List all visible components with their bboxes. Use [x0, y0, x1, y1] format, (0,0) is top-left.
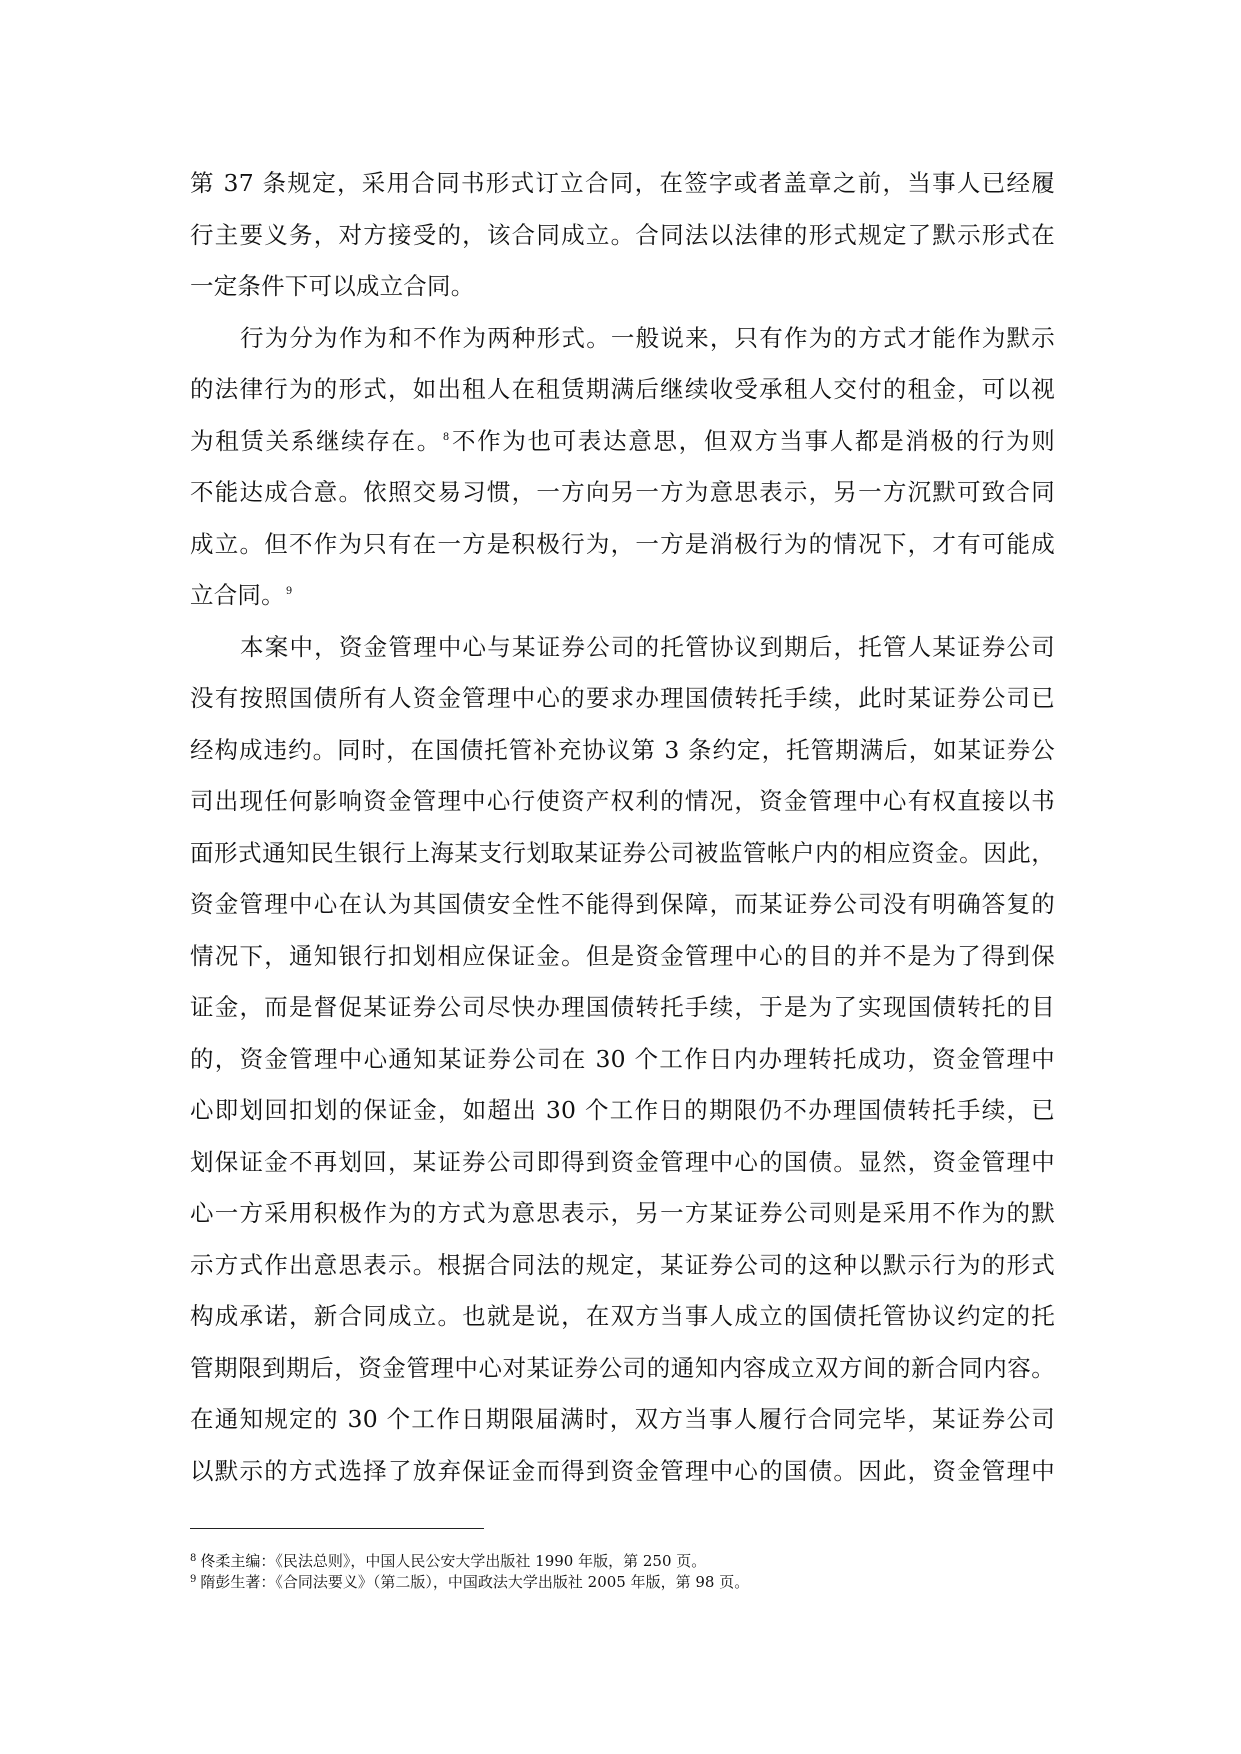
text-line: 情况下，通知银行扣划相应保证金。但是资金管理中心的目的并不是为了得到保: [190, 941, 1055, 970]
footnote-separator: [190, 1528, 484, 1529]
footnote-mark: 8: [190, 1553, 197, 1564]
text-line: 司出现任何影响资金管理中心行使资产权利的情况，资金管理中心有权直接以书: [190, 787, 1055, 815]
footnote-reference[interactable]: 8: [442, 431, 450, 443]
text-line: 的，资金管理中心通知某证券公司在 30 个工作日内办理转托成功，资金管理中: [190, 1044, 1055, 1073]
footnote: [190, 1572, 1090, 1593]
text-line: 示方式作出意思表示。根据合同法的规定，某证券公司的这种以默示行为的形式: [190, 1250, 1055, 1279]
text-segment: 为租赁关系继续存在。: [190, 426, 442, 455]
text-line: 心一方采用积极作为的方式为意思表示，另一方某证券公司则是采用不作为的默: [190, 1199, 1055, 1227]
footnote-text: 佟柔主编：《民法总则》，中国人民公安大学出版社 1990 年版，第 250 页。: [200, 1552, 707, 1570]
text-line: 构成承诺，新合同成立。也就是说，在双方当事人成立的国债托管协议约定的托: [190, 1302, 1055, 1330]
footnotes: [190, 1551, 1090, 1593]
text-line: 行为分为作为和不作为两种形式。一般说来，只有作为的方式才能作为默示: [240, 323, 1055, 352]
body-text: [190, 158, 1055, 1497]
text-line: 证金，而是督促某证券公司尽快办理国债转托手续，于是为了实现国债转托的目: [190, 993, 1055, 1021]
footnote-reference[interactable]: 9: [285, 586, 293, 597]
text-line: 划保证金不再划回，某证券公司即得到资金管理中心的国债。显然，资金管理中: [190, 1147, 1055, 1176]
text-segment: 不作为也可表达意思，但双方当事人都是消极的行为则: [450, 426, 1055, 455]
footnote-text: 隋彭生著：《合同法要义》（第二版），中国政法大学出版社 2005 年版，第 98 页。: [200, 1573, 750, 1591]
text-line: 面形式通知民生银行上海某支行划取某证券公司被监管帐户内的相应资金。因此，: [190, 838, 1055, 867]
text-line: 心即划回扣划的保证金，如超出 30 个工作日的期限仍不办理国债转托手续，已: [190, 1096, 1055, 1124]
text-line: [190, 570, 1055, 622]
text-line: 的法律行为的形式，如出租人在租赁期满后继续收受承租人交付的租金，可以视: [190, 375, 1055, 403]
footnote: [190, 1551, 1090, 1572]
text-line: [190, 416, 1055, 468]
text-line: 在通知规定的 30 个工作日期限届满时，双方当事人履行合同完毕，某证券公司: [190, 1405, 1055, 1433]
text-line: 第 37 条规定，采用合同书形式订立合同，在签字或者盖章之前，当事人已经履: [190, 169, 1055, 197]
text-line: 成立。但不作为只有在一方是积极行为，一方是消极行为的情况下，才有可能成: [190, 529, 1055, 558]
footnote-mark: 9: [190, 1574, 197, 1585]
text-line: 不能达成合意。依照交易习惯，一方向另一方为意思表示，另一方沉默可致合同: [190, 478, 1055, 506]
text-line: 没有按照国债所有人资金管理中心的要求办理国债转托手续，此时某证券公司已: [190, 684, 1055, 712]
text-line: 以默示的方式选择了放弃保证金而得到资金管理中心的国债。因此，资金管理中: [190, 1456, 1055, 1485]
text-segment: 立合同。: [190, 581, 285, 609]
text-line: 一定条件下可以成立合同。: [190, 272, 475, 300]
text-line: 行主要义务，对方接受的，该合同成立。合同法以法律的形式规定了默示形式在: [190, 220, 1055, 249]
text-line: 本案中，资金管理中心与某证券公司的托管协议到期后，托管人某证券公司: [240, 632, 1055, 661]
text-line: 资金管理中心在认为其国债安全性不能得到保障，而某证券公司没有明确答复的: [190, 890, 1055, 918]
text-line: 管期限到期后，资金管理中心对某证券公司的通知内容成立双方间的新合同内容。: [190, 1353, 1055, 1382]
text-line: 经构成违约。同时，在国债托管补充协议第 3 条约定，托管期满后，如某证券公: [190, 735, 1055, 764]
